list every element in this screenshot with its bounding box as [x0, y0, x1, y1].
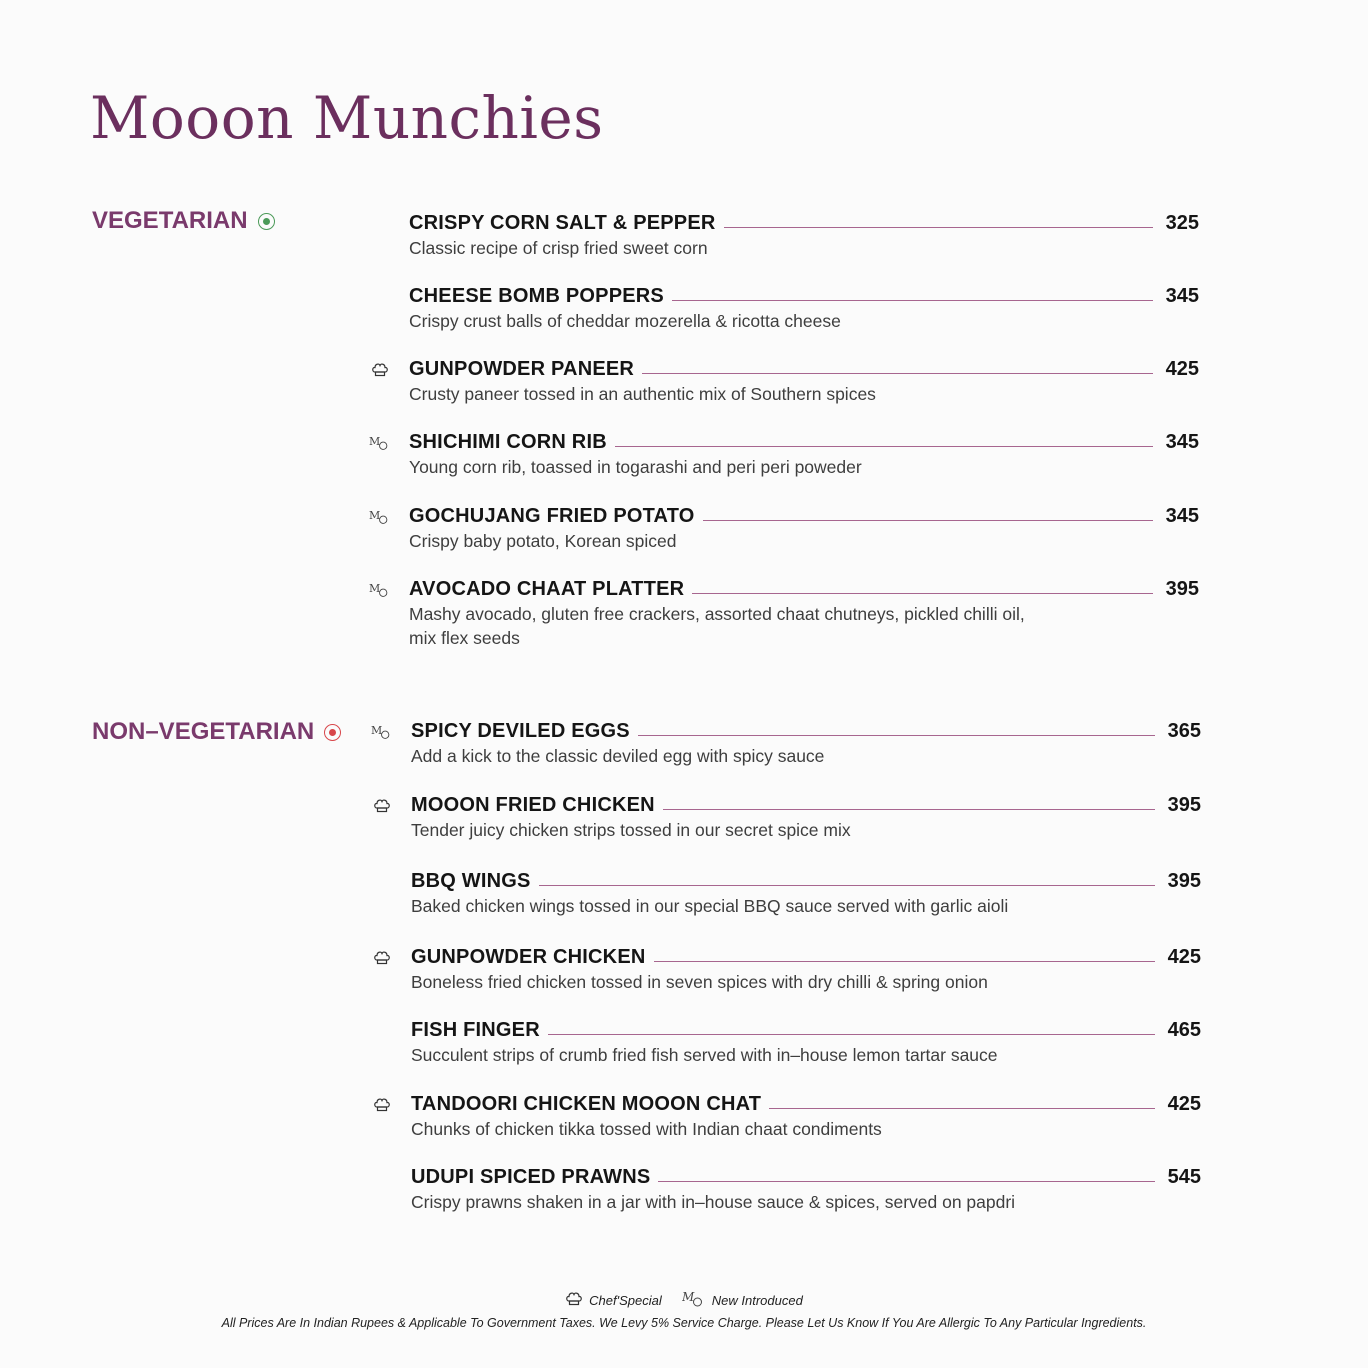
leader-line: [539, 885, 1155, 886]
veg-symbol-icon: [258, 213, 275, 230]
menu-item: [411, 792, 1201, 842]
item-description: Baked chicken wings tossed in our special BBQ sauce served with garlic aioli: [411, 896, 1009, 916]
legend: [0, 1290, 1368, 1311]
item-name: TANDOORI CHICKEN MOOON CHAT: [411, 1092, 762, 1115]
page-title: Mooon Munchies: [90, 84, 604, 152]
item-price: 425: [1167, 945, 1201, 968]
menu-item: [411, 868, 1201, 918]
menu-item: [411, 1164, 1201, 1214]
item-description: Boneless fried chicken tossed in seven spices with dry chilli & spring onion: [411, 972, 988, 992]
chef-hat-icon: [371, 948, 393, 968]
new-introduced-icon: [369, 433, 391, 453]
item-price: 345: [1165, 430, 1199, 453]
new-introduced-icon: [682, 1290, 706, 1311]
menu-item: [409, 283, 1199, 333]
svg-text:M: M: [369, 581, 381, 595]
footer-note: All Prices Are In Indian Rupees & Applicable To Government Taxes. We Levy 5% Service Charge. Please Let Us Know If You Are Allergic To Any Particular Ingredients.: [221, 1316, 1147, 1330]
item-name: UDUPI SPICED PRAWNS: [411, 1165, 651, 1188]
item-name: CRISPY CORN SALT & PEPPER: [409, 211, 716, 234]
new-introduced-icon: [369, 580, 391, 600]
menu-item: [411, 944, 1201, 994]
chef-hat-icon: [565, 1291, 583, 1310]
leader-line: [638, 735, 1155, 736]
svg-text:M: M: [369, 434, 381, 448]
menu-item: [409, 210, 1199, 260]
section-label-non-vegetarian: [92, 718, 341, 746]
item-description: Crusty paneer tossed in an authentic mix of Southern spices: [409, 384, 876, 404]
item-price: 395: [1167, 869, 1201, 892]
item-name: SPICY DEVILED EGGS: [411, 719, 630, 742]
legend-new-introduced: New Introduced: [711, 1293, 803, 1308]
item-description: Add a kick to the classic deviled egg with spicy sauce: [411, 746, 825, 766]
new-introduced-icon: [371, 722, 393, 742]
leader-line: [672, 300, 1153, 301]
leader-line: [663, 809, 1155, 810]
leader-line: [548, 1034, 1155, 1035]
item-price: 395: [1165, 577, 1199, 600]
menu-item: [371, 718, 1201, 768]
item-price: 345: [1165, 504, 1199, 527]
leader-line: [615, 446, 1153, 447]
svg-text:M: M: [681, 1290, 695, 1304]
leader-line: [654, 961, 1155, 962]
section-title-non-vegetarian: NON–VEGETARIAN: [92, 718, 315, 745]
item-price: 345: [1165, 284, 1199, 307]
chef-hat-icon: [369, 360, 391, 380]
item-name: CHEESE BOMB POPPERS: [409, 284, 664, 307]
leader-line: [769, 1108, 1155, 1109]
leader-line: [642, 373, 1153, 374]
leader-line: [692, 593, 1153, 594]
non-veg-symbol-icon: [324, 724, 341, 741]
leader-line: [724, 227, 1153, 228]
item-price: 425: [1165, 357, 1199, 380]
menu-item: [409, 356, 1199, 406]
leader-line: [658, 1181, 1155, 1182]
item-description: Chunks of chicken tikka tossed with Indian chaat condiments: [411, 1119, 882, 1139]
item-name: MOOON FRIED CHICKEN: [411, 793, 655, 816]
item-name: GUNPOWDER PANEER: [409, 357, 635, 380]
menu-item: [369, 503, 1199, 553]
item-price: 465: [1167, 1018, 1201, 1041]
menu-item: [369, 576, 1199, 650]
chef-hat-icon: [371, 1095, 393, 1115]
section-title-vegetarian: VEGETARIAN: [92, 207, 248, 234]
item-description: Tender juicy chicken strips tossed in our secret spice mix: [411, 820, 851, 840]
item-description: Classic recipe of crisp fried sweet corn: [409, 238, 708, 258]
item-price: 325: [1165, 211, 1199, 234]
item-description: Young corn rib, toassed in togarashi and peri peri poweder: [409, 457, 862, 477]
item-name: BBQ WINGS: [411, 869, 531, 892]
section-label-vegetarian: [92, 207, 275, 235]
svg-text:M: M: [369, 508, 381, 522]
item-description: Succulent strips of crumb fried fish served with in–house lemon tartar sauce: [411, 1045, 998, 1065]
item-description: Crispy crust balls of cheddar mozerella & ricotta cheese: [409, 311, 841, 331]
item-price: 425: [1167, 1092, 1201, 1115]
item-name: SHICHIMI CORN RIB: [409, 430, 607, 453]
item-description: Crispy baby potato, Korean spiced: [409, 531, 677, 551]
item-price: 395: [1167, 793, 1201, 816]
item-description: Mashy avocado, gluten free crackers, assorted chaat chutneys, pickled chilli oil, mix flex seeds: [409, 604, 1025, 648]
leader-line: [703, 520, 1153, 521]
item-name: AVOCADO CHAAT PLATTER: [409, 577, 685, 600]
menu-item: [411, 1091, 1201, 1141]
svg-text:M: M: [371, 723, 383, 737]
item-price: 545: [1167, 1165, 1201, 1188]
item-price: 365: [1167, 719, 1201, 742]
item-name: GOCHUJANG FRIED POTATO: [409, 504, 695, 527]
menu-item: [411, 1017, 1201, 1067]
menu-item: [369, 429, 1199, 479]
chef-hat-icon: [371, 796, 393, 816]
item-description: Crispy prawns shaken in a jar with in–house sauce & spices, served on papdri: [411, 1192, 1016, 1212]
legend-chef-special: Chef'Special: [589, 1293, 662, 1308]
item-name: GUNPOWDER CHICKEN: [411, 945, 646, 968]
new-introduced-icon: [369, 507, 391, 527]
item-name: FISH FINGER: [411, 1018, 540, 1041]
